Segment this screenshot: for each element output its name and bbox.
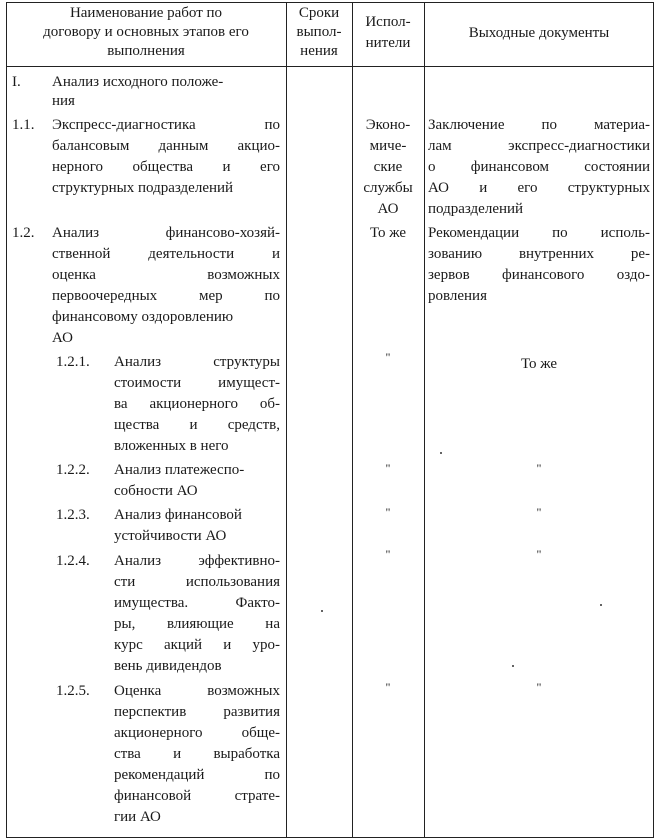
ditto-mark: " bbox=[536, 680, 542, 694]
column-divider bbox=[424, 2, 425, 838]
scan-speck bbox=[512, 665, 514, 667]
header-text: нения bbox=[300, 43, 338, 59]
row-text: ственной деятельности и bbox=[52, 246, 280, 262]
scan-speck bbox=[440, 452, 442, 454]
row-text: ния bbox=[52, 93, 75, 109]
row-text: оценка возможных bbox=[52, 267, 280, 283]
ditto-mark: " bbox=[536, 505, 542, 519]
scan-speck bbox=[600, 604, 602, 606]
row-text: вень дивидендов bbox=[114, 658, 222, 674]
ditto-mark: " bbox=[385, 547, 391, 561]
ditto-mark: " bbox=[385, 680, 391, 694]
row-text: акционерного обще- bbox=[114, 725, 280, 741]
row-text: финансовому оздоровлению bbox=[52, 309, 234, 325]
ditto-mark: " bbox=[385, 461, 391, 475]
output-document-cell: То же bbox=[520, 356, 558, 372]
row-text: перспектив развития bbox=[114, 704, 280, 720]
row-number: 1.1. bbox=[12, 117, 35, 133]
row-text: финансовой страте- bbox=[114, 788, 280, 804]
header-text: договору и основных этапов его bbox=[43, 24, 249, 40]
row-text: вложенных в него bbox=[114, 438, 229, 454]
row-text: курс акций и уро- bbox=[114, 637, 280, 653]
row-text: ства и выработка bbox=[114, 746, 280, 762]
document-page: Наименование работ по договору и основных этапов его выполнения Сроки выпол- нения Испол- нители Выходные документы I. Анализ исходного положе- ния 1.1. Экспресс-диагностика по балансовым данным акцио- нерного общества и его структурных подразделений Эконо- миче- ские службы АО Заключение по материа- лам экспресс-диагностики о финансовом состоянии АО и его структурных подразделений 1.2. Анализ финансово-хозяй- ственной деятельности и оценка возможных первоочередных мер по финансовому оздоровлению АО То же Рекомендации по исполь- зованию внутренних ре- зервов финансового оздо- ровления 1.2.1. Анализ структуры стоимости имущест- ва акционерного об- щества и средств, вложенных в него " То же 1.2.2. Анализ платежеспо- собности АО " " 1.2.3. Анализ финансовой устойчивости АО " " 1.2.4. Анализ эффективно- сти использования имущества. Факто- ры, влияющие на курс акций и уро- вень дивидендов " " 1.2.5. Оценка возможных перспектив развития акционерного обще- ства и выработка рекомендаций по финансовой страте- гии АО " " bbox=[0, 0, 661, 840]
row-text: балансовым данным акцио- bbox=[52, 138, 280, 154]
row-text: нерного общества и его bbox=[52, 159, 280, 175]
row-text: гии АО bbox=[114, 809, 161, 825]
row-number: 1.2.4. bbox=[56, 553, 90, 569]
row-text: собности АО bbox=[114, 483, 198, 499]
row-text: Анализ финансовой bbox=[114, 507, 242, 523]
row-text: ры, влияющие на bbox=[114, 616, 280, 632]
row-text: имущества. Факто- bbox=[114, 595, 280, 611]
header-text: выпол- bbox=[296, 24, 342, 40]
row-text: устойчивости АО bbox=[114, 528, 227, 544]
row-number: 1.2. bbox=[12, 225, 35, 241]
row-text: Анализ структуры bbox=[114, 354, 280, 370]
row-text: сти использования bbox=[114, 574, 280, 590]
row-text: щества и средств, bbox=[114, 417, 280, 433]
header-text: Сроки bbox=[298, 5, 340, 21]
row-text: структурных подразделений bbox=[52, 180, 234, 196]
ditto-mark: " bbox=[536, 547, 542, 561]
header-divider bbox=[6, 66, 654, 67]
row-text: стоимости имущест- bbox=[114, 375, 280, 391]
row-text: Оценка возможных bbox=[114, 683, 280, 699]
row-number: 1.2.5. bbox=[56, 683, 90, 699]
row-number: 1.2.2. bbox=[56, 462, 90, 478]
header-text: выполнения bbox=[107, 43, 185, 59]
column-divider bbox=[352, 2, 353, 838]
row-text: ва акционерного об- bbox=[114, 396, 280, 412]
header-text: Испол- bbox=[365, 14, 411, 30]
ditto-mark: " bbox=[385, 350, 391, 364]
row-number: 1.2.3. bbox=[56, 507, 90, 523]
scan-speck bbox=[321, 610, 323, 612]
row-text: Анализ финансово-хозяй- bbox=[52, 225, 280, 241]
row-text: Анализ эффективно- bbox=[114, 553, 280, 569]
column-divider bbox=[286, 2, 287, 838]
row-text: рекомендаций по bbox=[114, 767, 280, 783]
row-text: Анализ платежеспо- bbox=[114, 462, 245, 478]
ditto-mark: " bbox=[385, 505, 391, 519]
row-number: I. bbox=[12, 74, 21, 90]
row-text: АО bbox=[52, 330, 73, 346]
header-output-documents: Выходные документы bbox=[468, 25, 610, 41]
row-text: Анализ исходного положе- bbox=[52, 74, 224, 90]
header-text: Наименование работ по bbox=[69, 5, 223, 21]
row-number: 1.2.1. bbox=[56, 354, 90, 370]
ditto-mark: " bbox=[536, 461, 542, 475]
header-text: нители bbox=[365, 35, 411, 51]
executor-cell: То же bbox=[369, 225, 407, 241]
row-text: Экспресс-диагностика по bbox=[52, 117, 280, 133]
row-text: первоочередных мер по bbox=[52, 288, 280, 304]
